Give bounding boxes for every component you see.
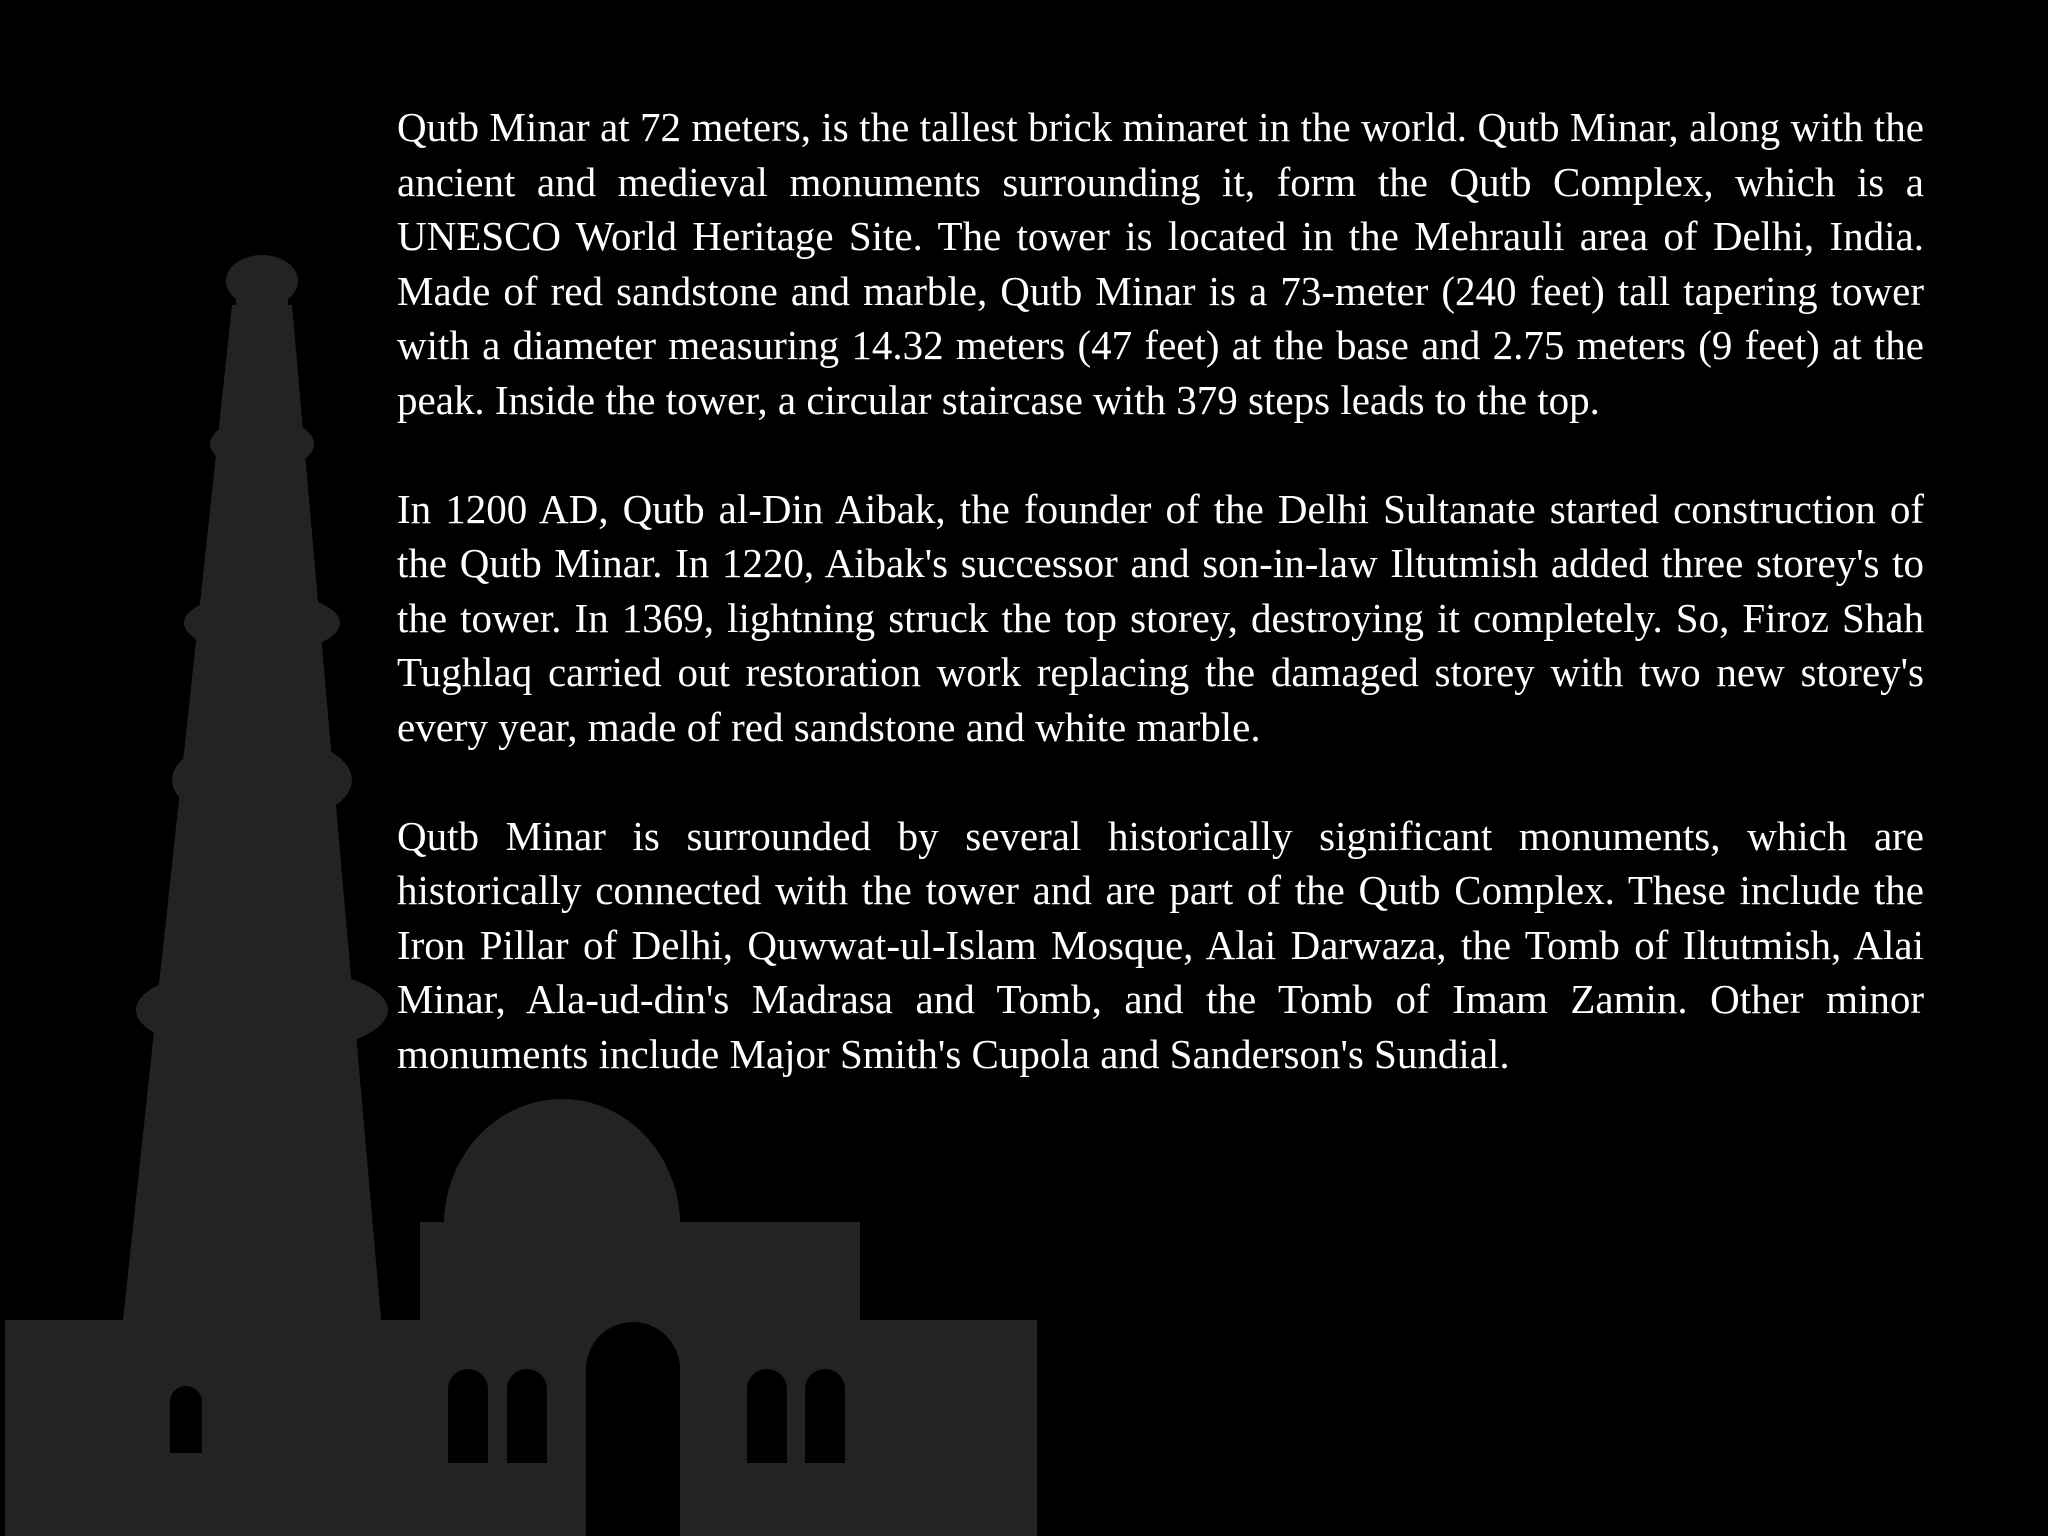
body-text <box>397 100 1924 1136</box>
paragraph-2: In 1200 AD, Qutb al-Din Aibak, the founder of the Delhi Sultanate started construction of the Qutb Minar. In 1220, Aibak's successor and son-in-law Iltutmish added three storey's to the tower. In 1369, lightning struck the top storey, destroying it completely. So, Firoz Shah Tughlaq carried out restoration work replacing the damaged storey with two new storey's every year, made of red sandstone and white marble. <box>397 485 1924 750</box>
paragraph-1: Qutb Minar at 72 meters, is the tallest brick minaret in the world. Qutb Minar, along with the ancient and medieval monuments surrounding it, form the Qutb Complex, which is a UNESCO World Heritage Site. The tower is located in the Mehrauli area of Delhi, India. Made of red sandstone and marble, Qutb Minar is a 73-meter (240 feet) tall tapering tower with a diameter measuring 14.32 meters (47 feet) at the base and 2.75 meters (9 feet) at the peak. Inside the tower, a circular staircase with 379 steps leads to the top. <box>397 104 1924 423</box>
paragraph-3: Qutb Minar is surrounded by several historically significant monuments, which are historically connected with the tower and are part of the Qutb Complex. These include the Iron Pillar of Delhi, Quwwat-ul-Islam Mosque, Alai Darwaza, the Tomb of Iltutmish, Alai Minar, Ala-ud-din's Madrasa and Tomb, and the Tomb of Imam Zamin. Other minor monuments include Major Smith's Cupola and Sanderson's Sundial. <box>397 812 1924 1077</box>
